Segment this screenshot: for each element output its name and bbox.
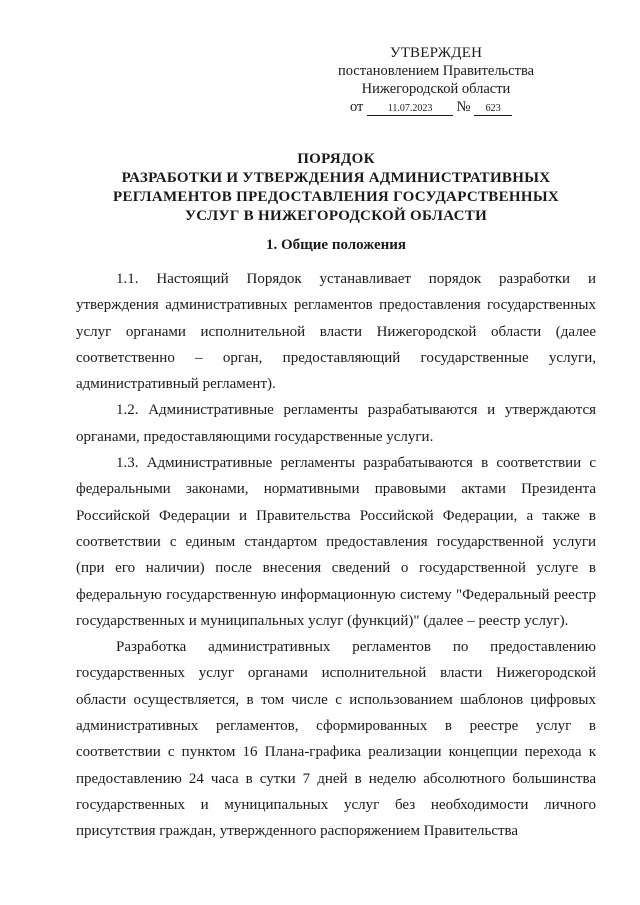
date-prefix: от xyxy=(350,99,364,115)
document-title xyxy=(76,150,596,226)
title-line-2: РАЗРАБОТКИ И УТВЕРЖДЕНИЯ АДМИНИСТРАТИВНЫХ xyxy=(121,170,551,186)
section-heading: 1. Общие положения xyxy=(265,237,407,253)
title-line-4: УСЛУГ В НИЖЕГОРОДСКОЙ ОБЛАСТИ xyxy=(184,208,488,224)
approval-stamp xyxy=(326,44,546,116)
document-body xyxy=(76,266,596,845)
title-line-3: РЕГЛАМЕНТОВ ПРЕДОСТАВЛЕНИЯ ГОСУДАРСТВЕННЫХ xyxy=(113,189,559,205)
number-sign: № xyxy=(456,99,471,115)
approval-number: 623 xyxy=(474,103,512,116)
approval-date-row xyxy=(326,98,546,116)
title-line-1: ПОРЯДОК xyxy=(297,151,375,167)
approval-line-1: постановлением Правительства xyxy=(337,63,535,79)
approved-label: УТВЕРЖДЕН xyxy=(389,45,483,61)
paragraph-1-1: 1.1. Настоящий Порядок устанавливает порядок разработки и утверждения административных регламентов предоставления государственных услуг органами исполнительной власти Нижегородской области (далее соответственно – орган, предоставляющий государственные услуги, административный регламент). xyxy=(76,271,596,393)
approval-line-2: Нижегородской области xyxy=(361,81,511,97)
paragraph-1-2: 1.2. Административные регламенты разрабатываются и утверждаются органами, предоставляющими государственные услуги. xyxy=(76,402,596,445)
paragraph-1-3: 1.3. Административные регламенты разрабатываются в соответствии с федеральными законами, нормативными правовыми актами Президента Российской Федерации и Правительства Российской Федерации, а также в соответствии с единым стандартом предоставления государственной услуги (при его наличии) после внесения сведений о государственной услуге в федеральную государственную информационную систему "Федеральный реестр государственных и муниципальных услуг (функций)" (далее – реестр услуг). xyxy=(76,455,596,629)
paragraph-development: Разработка административных регламентов по предоставлению государственных услуг органами исполнительной власти Нижегородской области осуществляется, в том числе с использованием шаблонов цифровых административных регламентов, сформированных в реестре услуг в соответствии с пунктом 16 Плана-графика реализации концепции перехода к предоставлению 24 часа в сутки 7 дней в неделю абсолютного большинства государственных и муниципальных услуг без необходимости личного присутствия граждан, утвержденного распоряжением Правительства xyxy=(76,639,596,840)
approval-date: 11.07.2023 xyxy=(367,103,453,116)
